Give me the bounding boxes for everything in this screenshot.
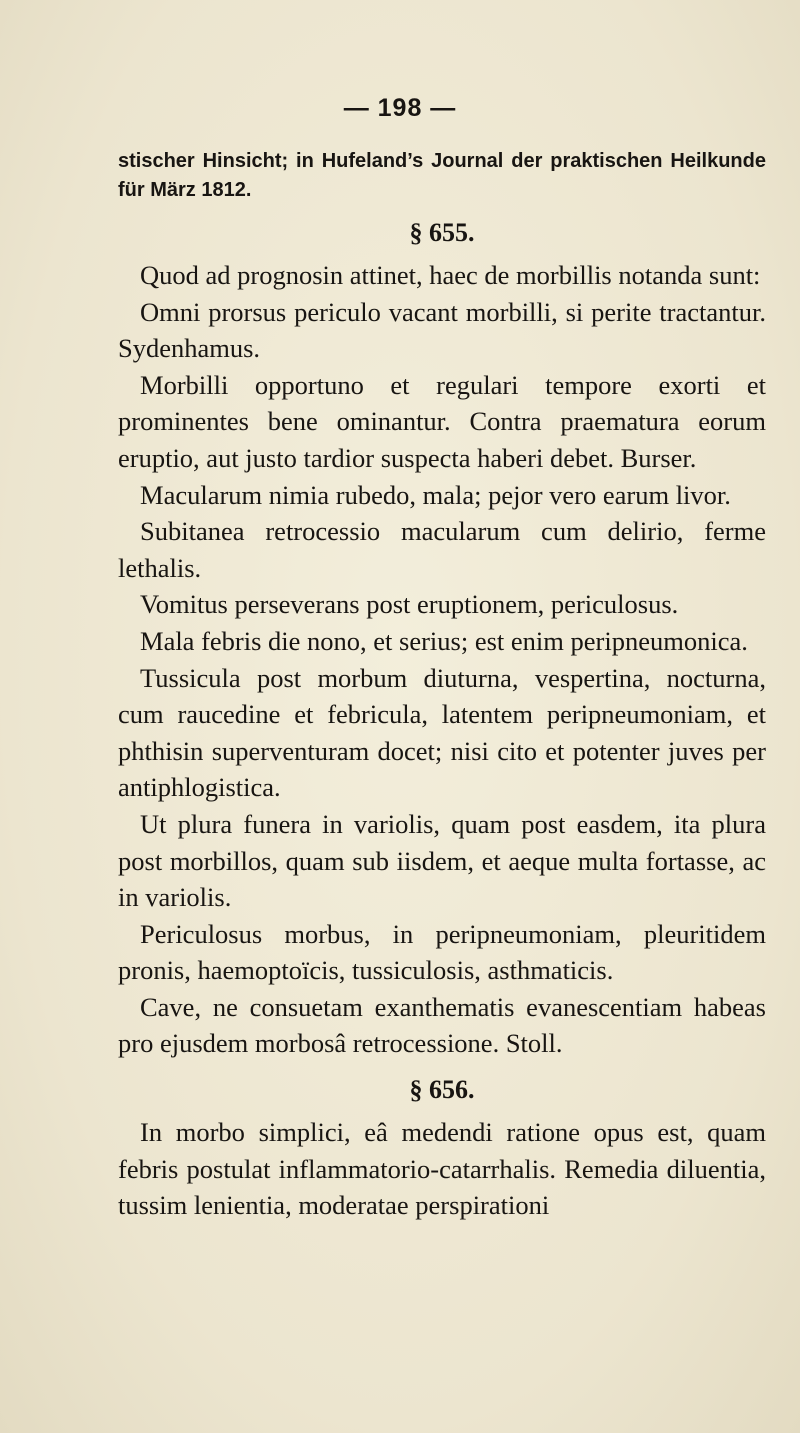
paragraph: Omni prorsus periculo vacant morbilli, si perite tractantur. Sydenhamus. xyxy=(118,296,766,364)
paragraph: Ut plura funera in variolis, quam post easdem, ita plura post morbillos, quam sub iisdem, et aeque multa fortasse, ac in variolis. xyxy=(118,808,766,913)
section-656 xyxy=(118,1072,766,1224)
continued-reference: stischer Hinsicht; in Hufeland’s Journal der praktischen Heilkunde für März 1812. xyxy=(118,150,766,201)
paragraph: Cave, ne consuetam exanthematis evanescentiam habeas pro ejusdem morbosâ retrocessione. Stoll. xyxy=(118,991,766,1059)
section-655 xyxy=(118,215,766,1062)
paragraph: Macularum nimia rubedo, mala; pejor vero earum livor. xyxy=(140,479,731,510)
page-body xyxy=(118,147,766,1224)
paragraph: Tussicula post morbum diuturna, vespertina, nocturna, cum raucedine et febricula, latentem peripneumoniam, et phthisin superventuram docet; nisi cito et potenter juves per antiphlogistica. xyxy=(118,662,766,803)
paragraph: Periculosus morbus, in peripneumoniam, pleuritidem pronis, haemoptoïcis, tussiculosis, asthmaticis. xyxy=(118,918,766,986)
paragraph: Morbilli opportuno et regulari tempore exorti et prominentes bene ominantur. Contra praematura eorum eruptio, aut justo tardior suspecta haberi debet. Burser. xyxy=(118,369,766,473)
section-heading: § 655. xyxy=(409,218,475,247)
paragraph: Mala febris die nono, et serius; est enim peripneumonica. xyxy=(140,625,748,656)
paragraph: In morbo simplici, eâ medendi ratione opus est, quam febris postulat inflammatorio-catarrhalis. Remedia diluentia, tussim lenientia, moderatae perspirationi xyxy=(118,1117,766,1221)
paragraph: Quod ad prognosin attinet, haec de morbillis notanda sunt: xyxy=(140,260,761,290)
section-heading: § 656. xyxy=(409,1075,475,1105)
paragraph: Vomitus perseverans post eruptionem, periculosus. xyxy=(140,589,679,620)
page-number: — 198 — xyxy=(343,94,457,122)
paragraph: Subitanea retrocessio macularum cum delirio, ferme lethalis. xyxy=(118,516,766,583)
